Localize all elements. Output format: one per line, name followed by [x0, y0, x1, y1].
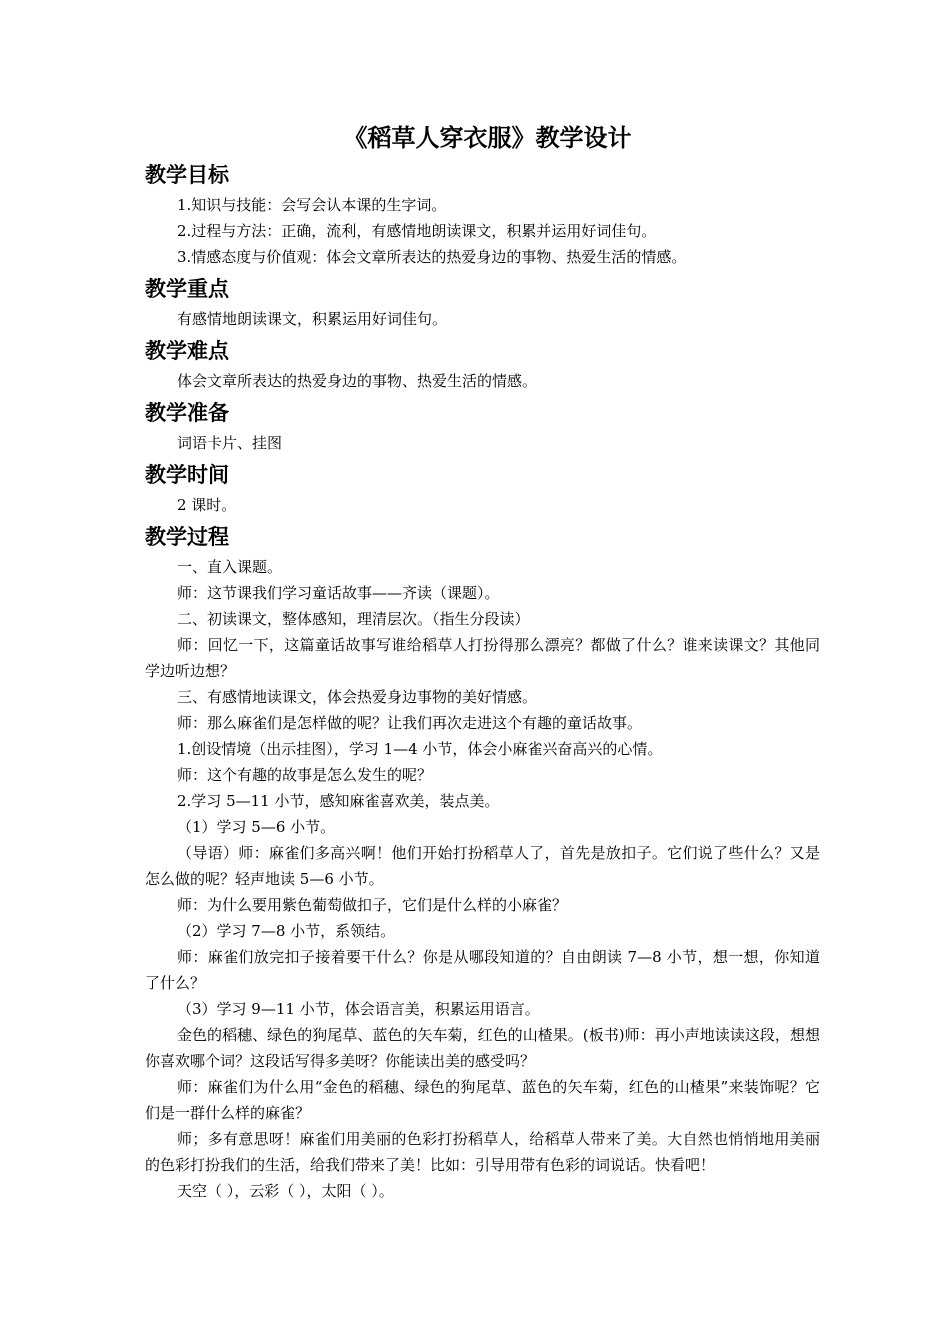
- paragraph: 天空（ ），云彩（ ），太阳（ ）。: [177, 1182, 394, 1200]
- paragraph: 体会文章所表达的热爱身边的事物、热爱生活的情感。: [177, 372, 538, 390]
- section-time: [145, 458, 820, 518]
- section-heading: 教学重点: [145, 277, 229, 301]
- section-heading: 教学目标: [145, 163, 229, 187]
- paragraph: 师：这节课我们学习童话故事——齐读（课题）。: [177, 584, 500, 602]
- paragraph: 师：为什么要用紫色葡萄做扣子，它们是什么样的小麻雀？: [177, 896, 568, 914]
- paragraph: 3.情感态度与价值观：体会文章所表达的热爱身边的事物、热爱生活的情感。: [177, 248, 687, 266]
- paragraph: 2.学习 5—11 小节，感知麻雀喜欢美，装点美。: [177, 792, 500, 810]
- paragraph: 师：那么麻雀们是怎样做的呢？让我们再次走进这个有趣的童话故事。: [177, 714, 643, 732]
- paragraph: 师：麻雀们放完扣子接着要干什么？你是从哪段知道的？自由朗读 7—8 小节，想一想，你知道了什么？: [145, 948, 820, 992]
- section-heading: 教学时间: [145, 463, 229, 487]
- paragraph: 师：回忆一下，这篇童话故事写谁给稻草人打扮得那么漂亮？都做了什么？谁来读课文？其他同学边听边想？: [145, 636, 820, 680]
- paragraph: 2.过程与方法：正确，流利，有感情地朗读课文，积累并运用好词佳句。: [177, 222, 657, 240]
- paragraph: （1）学习 5—6 小节。: [177, 818, 336, 836]
- section-process: [145, 520, 820, 1204]
- paragraph: 2 课时。: [177, 496, 237, 514]
- paragraph: 有感情地朗读课文，积累运用好词佳句。: [177, 310, 448, 328]
- document-page: [145, 118, 820, 1206]
- paragraph: （2）学习 7—8 小节，系领结。: [177, 922, 396, 940]
- section-heading: 教学难点: [145, 339, 229, 363]
- section-difficulties: [145, 334, 820, 394]
- section-preparation: [145, 396, 820, 456]
- paragraph: 1.创设情境（出示挂图），学习 1—4 小节，体会小麻雀兴奋高兴的心情。: [177, 740, 663, 758]
- paragraph: 金色的稻穗、绿色的狗尾草、蓝色的矢车菊，红色的山楂果。(板书)师：再小声地读读这段，想想你喜欢哪个词？这段话写得多美呀？你能读出美的感受吗？: [145, 1026, 820, 1070]
- section-key-points: [145, 272, 820, 332]
- section-heading: 教学过程: [145, 525, 229, 549]
- paragraph: 师：这个有趣的故事是怎么发生的呢？: [177, 766, 433, 784]
- paragraph: 师；多有意思呀！麻雀们用美丽的色彩打扮稻草人，给稻草人带来了美。大自然也悄悄地用美丽的色彩打扮我们的生活，给我们带来了美！比如：引导用带有色彩的词说话。快看吧！: [145, 1130, 820, 1174]
- paragraph: 1.知识与技能：会写会认本课的生字词。: [177, 196, 447, 214]
- paragraph: 三、有感情地读课文，体会热爱身边事物的美好情感。: [177, 688, 538, 706]
- paragraph: 词语卡片、挂图: [177, 434, 283, 452]
- section-objectives: [145, 158, 820, 270]
- paragraph: 师：麻雀们为什么用“金色的稻穗、绿色的狗尾草、蓝色的矢车菊，红色的山楂果”来装饰呢？它们是一群什么样的麻雀？: [145, 1078, 820, 1122]
- paragraph: 一、直入课题。: [177, 558, 283, 576]
- section-heading: 教学准备: [145, 401, 229, 425]
- paragraph: （3）学习 9—11 小节，体会语言美，积累运用语言。: [177, 1000, 540, 1018]
- paragraph: 二、初读课文，整体感知，理清层次。（指生分段读）: [177, 610, 530, 628]
- document-title: 《稻草人穿衣服》教学设计: [343, 123, 632, 152]
- paragraph: （导语）师：麻雀们多高兴啊！他们开始打扮稻草人了，首先是放扣子。它们说了些什么？又是怎么做的呢？轻声地读 5—6 小节。: [145, 844, 820, 888]
